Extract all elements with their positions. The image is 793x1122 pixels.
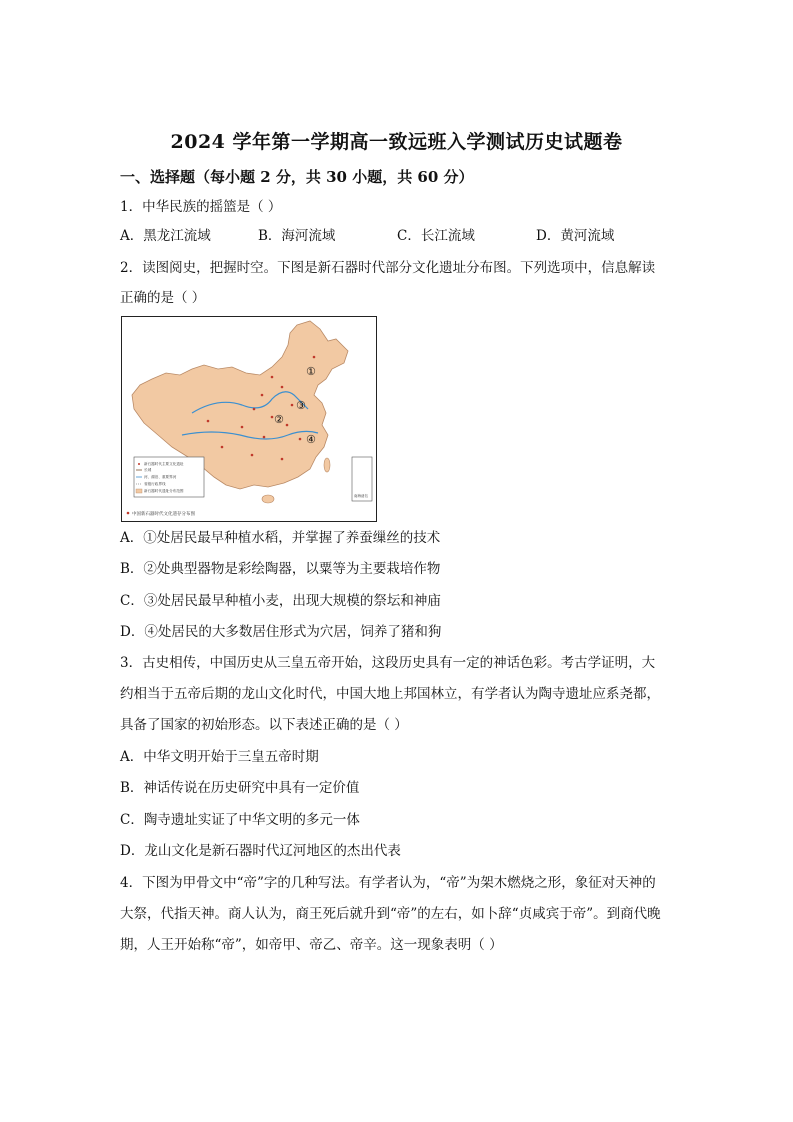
map-marker-4: ④	[306, 433, 316, 446]
inset-label: 南海诸岛	[354, 494, 368, 498]
hainan-island	[262, 495, 274, 503]
map-marker-3: ③	[296, 399, 306, 412]
question-2-option-d: D．④处居民的大多数居住形式为穴居，饲养了猪和狗	[120, 624, 442, 640]
question-3-option-b: B．神话传说在历史研究中具有一定价值	[120, 780, 360, 796]
neolithic-sites-map	[121, 316, 377, 522]
legend-item-1: 新石器时代主要文化遗址	[144, 462, 184, 466]
question-3-option-c: C．陶寺遗址实证了中华文明的多元一体	[120, 812, 360, 828]
question-1-option-d: D．黄河流域	[536, 228, 615, 244]
legend-item-3: 河、湖泊、重要界河	[144, 475, 177, 479]
section-heading: 一、选择题（每小题 2 分，共 30 小题，共 60 分）	[120, 168, 474, 186]
map-marker-2: ②	[274, 413, 284, 426]
question-2-stem-line-2: 正确的是（ ）	[120, 290, 206, 306]
question-4-stem-line-2: 大祭，代指天神。商人认为，商王死后就升到“帝”的左右，如卜辞“贞咸宾于帝”。到商代晚	[120, 906, 661, 922]
question-2-option-b: B．②处典型器物是彩绘陶器，以粟等为主要栽培作物	[120, 561, 441, 577]
question-1-stem: 1．中华民族的摇篮是（ ）	[120, 199, 282, 215]
legend-item-5: 新石器时代遗址分布范围	[144, 489, 184, 493]
map-figure	[122, 317, 376, 521]
question-1-option-a: A．黑龙江流域	[120, 228, 211, 244]
question-2-stem-line-1: 2．读图阅史，把握时空。下图是新石器时代部分文化遗址分布图。下列选项中，信息解读	[120, 260, 656, 276]
taiwan-island	[324, 458, 330, 472]
map-marker-1: ①	[306, 365, 316, 378]
question-3-stem-line-3: 具备了国家的初始形态。以下表述正确的是（ ）	[120, 717, 408, 733]
legend-item-4: 省级行政界线	[144, 482, 166, 486]
question-3-option-a: A．中华文明开始于三皇五帝时期	[120, 749, 319, 765]
question-3-option-d: D．龙山文化是新石器时代辽河地区的杰出代表	[120, 843, 401, 859]
exam-title: 2024 学年第一学期高一致远班入学测试历史试题卷	[170, 131, 623, 153]
question-4-stem-line-3: 期，人王开始称“帝”，如帝甲、帝乙、帝辛。这一现象表明（ ）	[120, 937, 503, 953]
legend-item-2: 长城	[144, 468, 152, 472]
question-1-option-c: C．长江流域	[397, 228, 475, 244]
question-2-option-a: A．①处居民最早种植水稻，并掌握了养蚕缫丝的技术	[120, 530, 441, 546]
question-3-stem-line-2: 约相当于五帝后期的龙山文化时代，中国大地上邦国林立，有学者认为陶寺遗址应系尧都，	[120, 686, 660, 702]
question-4-stem-line-1: 4．下图为甲骨文中“帝”字的几种写法。有学者认为，“帝”为架木燃烧之形，象征对天神的	[120, 875, 656, 891]
question-2-option-c: C．③处居民最早种植小麦，出现大规模的祭坛和神庙	[120, 593, 441, 609]
question-1-option-b: B．海河流域	[258, 228, 336, 244]
question-3-stem-line-1: 3．古史相传，中国历史从三皇五帝开始，这段历史具有一定的神话色彩。考古学证明，大	[120, 655, 656, 671]
map-caption: 中国新石器时代文化遗存分布图	[132, 512, 195, 517]
